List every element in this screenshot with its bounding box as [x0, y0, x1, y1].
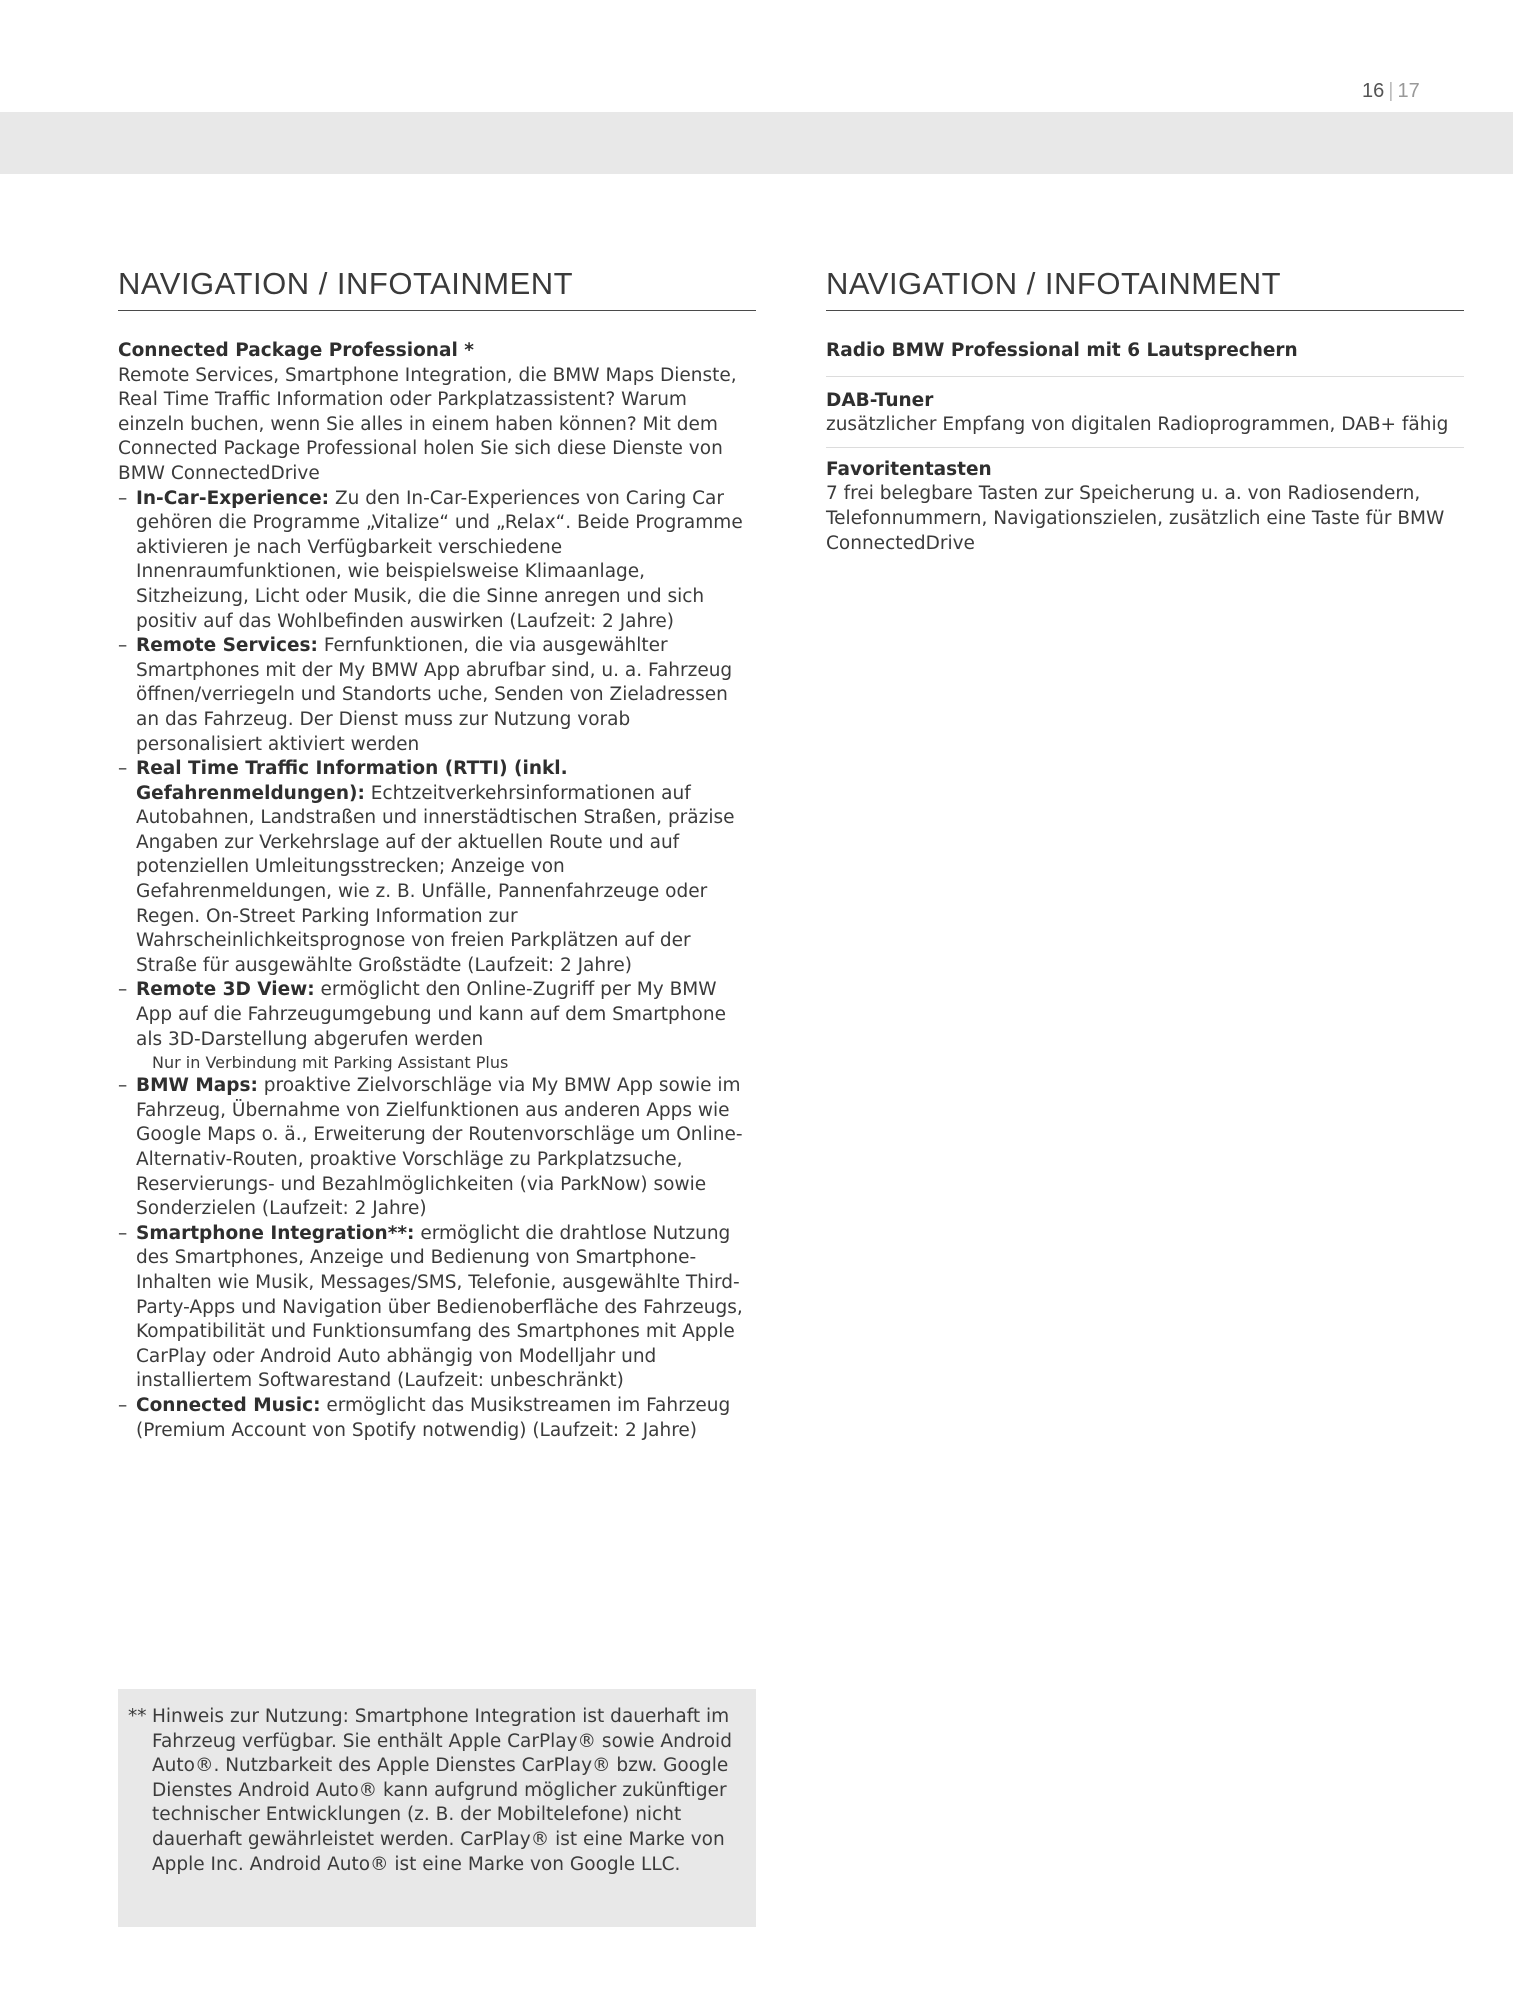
bullet-text: Zu den In-Car-Experiences von Caring Car gehören die Programme „Vitalize“ und „Relax“. Beide Programme aktivieren je nach Verfügbarkeit verschiedene Innenraumfunktionen, wie beispielsweise Klimaanlage, Sitzheizung, Licht oder Musik, die die Sinne anregen und sich positiv auf das Wohlbefinden auswirken (Laufzeit: 2 Jahre): [136, 487, 743, 632]
page-number-current: 16: [1362, 80, 1385, 102]
bullet-text: ermöglicht das Musikstreamen im Fahrzeug (Premium Account von Spotify notwendig) (Laufzeit: 2 Jahre): [136, 1394, 731, 1441]
bullet-dash: –: [118, 635, 128, 657]
bullet-text: proaktive Zielvorschläge via My BMW App sowie im Fahrzeug, Übernahme von Zielfunktionen aus anderen Apps wie Google Maps o. ä., Erweiterung der Routenvorschläge um Online-Alternativ-Routen, proaktive Vorschläge zu Parkplatzsuche, Reservierungs- und Bezahlmöglichkeiten (via ParkNow) sowie Sonderzielen (Laufzeit: 2 Jahre): [136, 1075, 743, 1220]
feature-block: [826, 377, 1464, 447]
bullet-label: Remote 3D View:: [136, 979, 315, 1001]
page-number-next: 17: [1397, 80, 1420, 102]
feature-block: [826, 339, 1464, 377]
package-intro: Remote Services, Smartphone Integration, die BMW Maps Dienste, Real Time Traffic Information oder Parkplatzassistent? Warum einzeln buchen, wenn Sie alles in einem haben können? Mit dem Connected Package Professional holen Sie sich diese Dienste von BMW ConnectedDrive: [118, 364, 737, 484]
footnote-text: Hinweis zur Nutzung: Smartphone Integration ist dauerhaft im Fahrzeug verfügbar. Sie enthält Apple CarPlay® sowie Android Auto®. Nutzbarkeit des Apple Dienstes CarPlay® bzw. Google Dienstes Android Auto® kann aufgrund möglicher zukünftiger technischer Entwicklungen (z. B. der Mobiltelefone) nicht dauerhaft gewährleistet werden. CarPlay® ist eine Marke von Apple Inc. Android Auto® ist eine Marke von Google LLC.: [152, 1706, 732, 1875]
right-column: [826, 266, 1464, 565]
bullet-label: In-Car-Experience:: [136, 487, 330, 509]
bullet-dash: –: [118, 1075, 128, 1097]
footnote-mark: **: [128, 1706, 147, 1727]
feature-title: Favoritentasten: [826, 458, 992, 480]
bullet-dash: –: [118, 487, 128, 509]
right-section-title: NAVIGATION / INFOTAINMENT: [826, 266, 1464, 311]
feature-list: [118, 487, 756, 1444]
list-item: [118, 1394, 756, 1443]
bullet-dash: –: [118, 979, 128, 1001]
header-band: [0, 112, 1513, 174]
connected-package-section: [118, 339, 756, 1443]
page-numbers: [1362, 80, 1420, 103]
bullet-text: ermöglicht die drahtlose Nutzung des Smartphones, Anzeige und Bedienung von Smartphone-Inhalten wie Musik, Messages/SMS, Telefonie, ausgewählte Third-Party-Apps und Navigation über Bedienoberfläche des Fahrzeugs, Kompatibilität und Funktionsumfang des Smartphones mit Apple CarPlay oder Android Auto abhängig von Modelljahr und installiertem Softwarestand (Laufzeit: unbeschränkt): [136, 1222, 743, 1392]
bullet-text: Echtzeitverkehrsinformationen auf Autobahnen, Landstraßen und innerstädtischen Straßen, präzise Angaben zur Verkehrslage auf der aktuellen Route und auf potenziellen Umleitungsstrecken; Anzeige von Gefahrenmeldungen, wie z. B. Unfälle, Pannenfahrzeuge oder Regen. On-Street Parking Information zur Wahrscheinlichkeitsprognose von freien Parkplätzen auf der Straße für ausgewählte Großstädte (Laufzeit: 2 Jahre): [136, 782, 735, 976]
bullet-text: Fernfunktionen, die via ausgewählter Smartphones mit der My BMW App abrufbar sind, u. a. Fahrzeug öffnen/verriegeln und Standorts uche, Senden von Zieladressen an das Fahrzeug. Der Dienst muss zur Nutzung vorab personalisiert aktiviert werden: [136, 635, 733, 755]
bullet-label: BMW Maps:: [136, 1075, 258, 1097]
bullet-label: Remote Services:: [136, 635, 318, 657]
package-title: Connected Package Professional *: [118, 340, 474, 361]
footnote-box: [118, 1689, 756, 1927]
bullet-note: Nur in Verbindung mit Parking Assistant Plus: [152, 1053, 509, 1073]
bullet-dash: –: [118, 758, 128, 780]
list-item: [118, 634, 756, 757]
list-item: [118, 1074, 756, 1222]
bullet-label: Real Time Traffic Information (RTTI) (inkl. Gefahrenmeldungen):: [136, 758, 568, 804]
feature-block: [826, 447, 1464, 565]
list-item: [118, 487, 756, 635]
left-section-title: NAVIGATION / INFOTAINMENT: [118, 266, 756, 311]
feature-text: 7 frei belegbare Tasten zur Speicherung u. a. von Radiosendern, Telefonnummern, Navigationszielen, zusätzlich eine Taste für BMW ConnectedDrive: [826, 483, 1445, 554]
bullet-dash: –: [118, 1222, 128, 1244]
feature-text: zusätzlicher Empfang von digitalen Radioprogrammen, DAB+ fähig: [826, 414, 1449, 436]
feature-title: Radio BMW Professional mit 6 Lautsprechern: [826, 340, 1298, 361]
list-item: [118, 757, 756, 978]
bullet-label: Connected Music:: [136, 1394, 321, 1416]
page-number-separator: |: [1388, 80, 1394, 102]
list-item: [118, 1222, 756, 1394]
bullet-dash: –: [118, 1394, 128, 1416]
radio-section: [826, 339, 1464, 565]
left-column: [118, 266, 756, 1443]
list-item: [118, 978, 756, 1074]
bullet-text: ermöglicht den Online-Zugriff per My BMW App auf die Fahrzeugumgebung und kann auf dem Smartphone als 3D-Darstellung abgerufen werden: [136, 979, 726, 1050]
bullet-label: Smartphone Integration**:: [136, 1222, 415, 1244]
footnote: [128, 1705, 762, 1877]
feature-title: DAB-Tuner: [826, 389, 934, 411]
